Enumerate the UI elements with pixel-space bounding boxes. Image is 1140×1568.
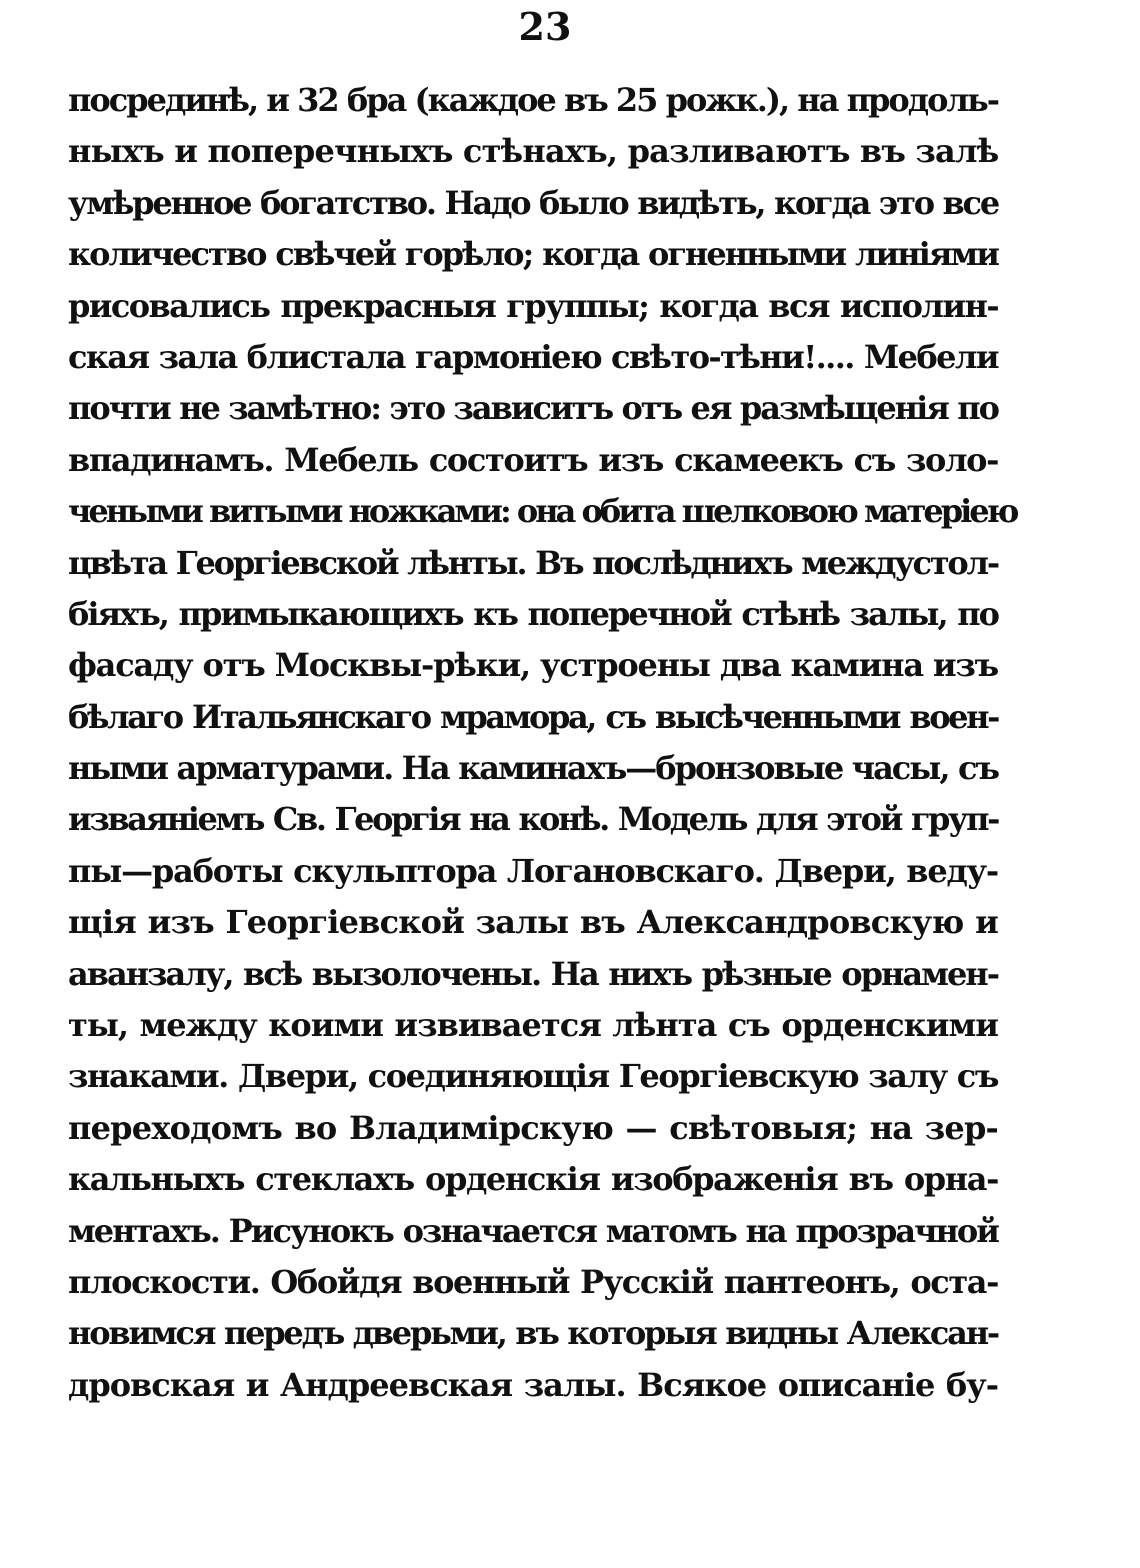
text-line: аванзалу, всѣ вызолочены. На нихъ рѣзные орнамен- — [68, 954, 998, 993]
text-line: ными арматурами. На каминахъ—бронзовые часы, съ — [68, 749, 998, 788]
text-line: переходомъ во Владимірскую — свѣтовыя; на зер- — [68, 1108, 998, 1147]
text-line: знаками. Двери, соединяющія Георгіевскую залу съ — [68, 1057, 998, 1096]
text-line: ментахъ. Рисунокъ означается матомъ на прозрачной — [68, 1211, 998, 1250]
text-line: рисовались прекрасныя группы; когда вся исполин- — [68, 286, 998, 325]
text-line: біяхъ, примыкающихъ къ поперечной стѣнѣ залы, по — [68, 594, 998, 633]
text-line: посрединѣ, и 32 бра (каждое въ 25 рожк.), на продоль- — [68, 81, 998, 119]
page-number: 23 — [518, 4, 572, 49]
text-line: дровская и Андреевская залы. Всякое описаніе бу- — [68, 1365, 998, 1404]
text-line: пы—работы скульптора Логановскаго. Двери, веду- — [68, 851, 998, 890]
text-line: ская зала блистала гармоніею свѣто-тѣни!.... Мебели — [68, 337, 998, 376]
text-line: плоскости. Обойдя военный Русскій пантеонъ, оста- — [68, 1262, 998, 1301]
text-line: щія изъ Георгіевской залы въ Александровскую и — [68, 903, 998, 942]
text-line: умѣренное богатство. Надо было видѣть, когда это все — [68, 183, 998, 222]
text-line: фасаду отъ Москвы-рѣки, устроены два камина изъ — [68, 646, 998, 685]
text-line: почти не замѣтно: это зависитъ отъ ея размѣщенія по — [68, 389, 998, 428]
body-text — [68, 75, 1017, 1411]
text-line: впадинамъ. Мебель состоитъ изъ скамеекъ съ золо- — [68, 440, 998, 479]
text-line: кальныхъ стеклахъ орденскія изображенія въ орна- — [68, 1160, 998, 1199]
text-line: цвѣта Георгіевской лѣнты. Въ послѣднихъ междустол- — [68, 543, 998, 582]
text-line: изваяніемъ Св. Георгія на конѣ. Модель для этой груп- — [68, 800, 998, 839]
text-line: чеными витыми ножками: она обита шелковою матеріею — [68, 492, 1017, 531]
text-line: количество свѣчей горѣло; когда огненными линіями — [68, 235, 998, 274]
text-line: новимся передъ дверьми, въ которыя видны Алексан- — [68, 1314, 998, 1353]
text-line: ты, между коими извивается лѣнта съ орденскими — [68, 1006, 998, 1045]
text-line: бѣлаго Итальянскаго мрамора, съ высѣченными воен- — [68, 697, 998, 736]
text-line: ныхъ и поперечныхъ стѣнахъ, разливаютъ въ залѣ — [68, 132, 999, 171]
